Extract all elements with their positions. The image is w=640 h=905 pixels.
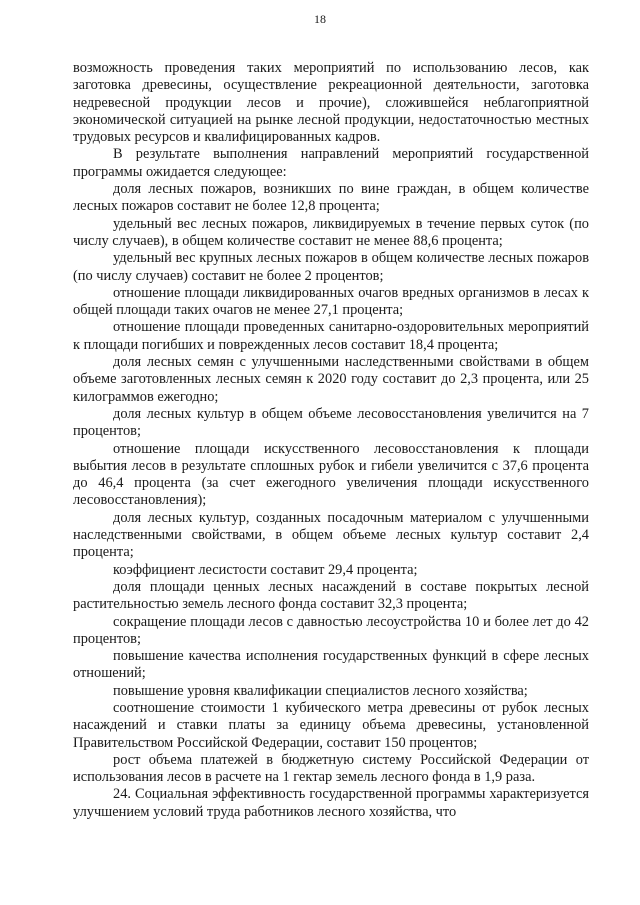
list-item-timber-cost-ratio: соотношение стоимости 1 кубического метра древесины от рубок лесных насаждений и ставки платы за единицу объема древесины, установленной Правительством Российской Федерации, составит 150 процентов;	[73, 699, 589, 751]
list-item-state-functions-quality: повышение качества исполнения государственных функций в сфере лесных отношений;	[73, 648, 589, 682]
list-item-valuable-stands: доля площади ценных лесных насаждений в составе покрытых лесной растительностью земель лесного фонда составит 32,3 процента;	[73, 578, 589, 613]
list-item-large-fires: удельный вес крупных лесных пожаров в общем количестве лесных пожаров (по числу случаев) составит не более 2 процентов;	[73, 250, 589, 284]
list-item-sanitary-measures: отношение площади проведенных санитарно-оздоровительных мероприятий к площади погибших и поврежденных лесов составит 18,4 процента;	[73, 319, 589, 353]
document-body	[73, 60, 589, 821]
list-item-artificial-reforestation: отношение площади искусственного лесовосстановления к площади выбытия лесов в результате сплошных рубок и гибели увеличится с 37,6 процента до 46,4 процента (за счет ежегодного увеличения площади искусственного лесовосстановления);	[73, 440, 589, 509]
list-item-budget-payments: рост объема платежей в бюджетную систему Российской Федерации от использования лесов в расчете на 1 гектар земель лесного фонда в 1,9 раза.	[73, 751, 589, 786]
list-item-forest-inventory: сокращение площади лесов с давностью лесоустройства 10 и более лет до 42 процентов;	[73, 613, 589, 647]
list-item-fires-first-day: удельный вес лесных пожаров, ликвидируемых в течение первых суток (по числу случаев), в общем количестве составит не менее 88,6 процента;	[73, 215, 589, 249]
list-item-pest-foci: отношение площади ликвидированных очагов вредных организмов в лесах к общей площади таких очагов не менее 27,1 процента;	[73, 284, 589, 319]
list-item-forest-cover: коэффициент лесистости составит 29,4 процента;	[113, 561, 418, 578]
list-item-qualification: повышение уровня квалификации специалистов лесного хозяйства;	[113, 682, 528, 699]
paragraph-continuation: возможность проведения таких мероприятий по использованию лесов, как заготовка древесины, осуществление рекреационной деятельности, заготовка недревесной продукции лесов и прочие), сложившейся неблагоприятной экономической ситуацией на рынке лесной продукции, недостаточностью местных трудовых ресурсов и квалифицированных кадров.	[73, 60, 589, 146]
list-item-fires-by-citizens: доля лесных пожаров, возникших по вине граждан, в общем количестве лесных пожаров составит не более 12,8 процента;	[73, 181, 589, 215]
list-item-improved-planting-material: доля лесных культур, созданных посадочным материалом с улучшенными наследственными свойствами, в общем объеме лесных культур составит 2,4 процента;	[73, 509, 589, 561]
paragraph-expected-results-intro: В результате выполнения направлений мероприятий государственной программы ожидается следующее:	[73, 146, 589, 180]
list-item-improved-seeds: доля лесных семян с улучшенными наследственными свойствами в общем объеме заготовленных лесных семян к 2020 году составит до 2,3 процента, или 25 килограммов ежегодно;	[73, 354, 589, 405]
paragraph-social-efficiency: 24. Социальная эффективность государственной программы характеризуется улучшением условий труда работников лесного хозяйства, что	[73, 786, 589, 820]
page-number: 18	[314, 12, 326, 26]
list-item-forest-cultures-share: доля лесных культур в общем объеме лесовосстановления увеличится на 7 процентов;	[73, 405, 589, 440]
